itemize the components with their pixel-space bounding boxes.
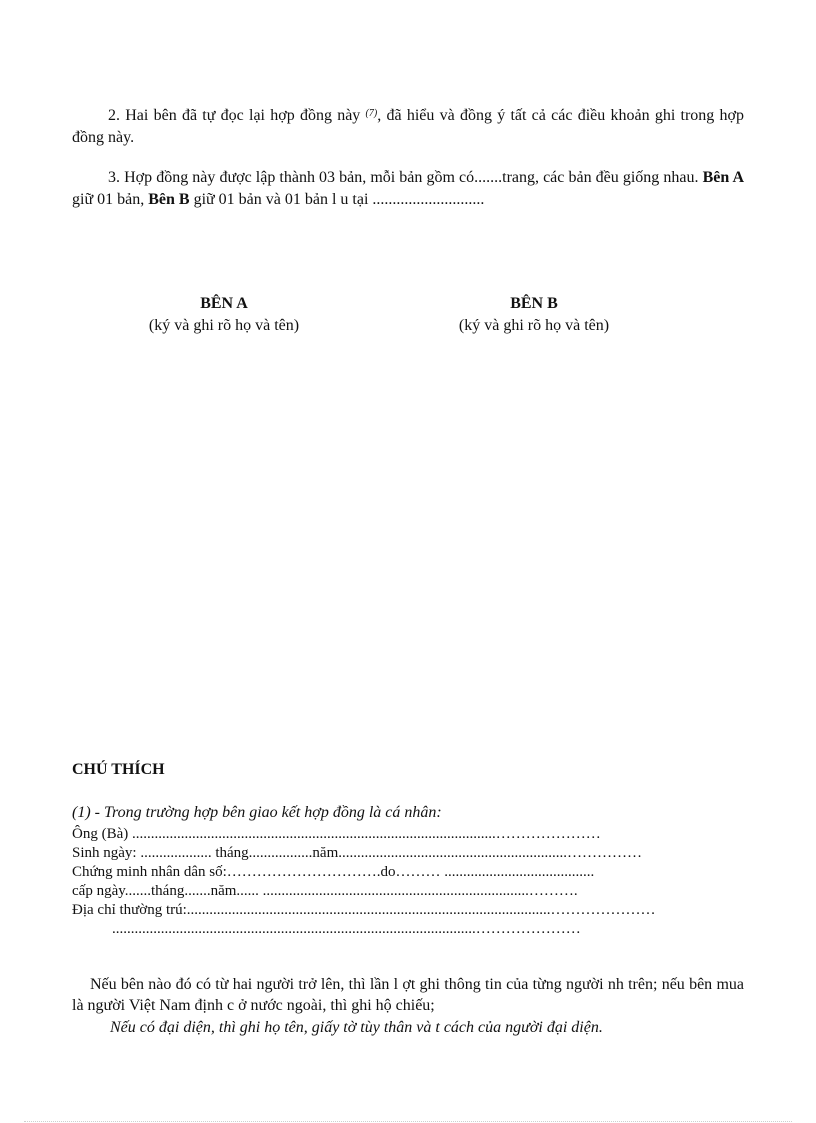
field-address-continued: .................................................................................................………………… bbox=[112, 921, 581, 937]
clause-2-text-end: , đã hiểu và đồng ý tất cả các điều khoản ghi trong hợp đồng này. bbox=[72, 107, 745, 146]
notes-title: CHÚ THÍCH bbox=[72, 761, 165, 778]
clause-3-party-b: Bên B bbox=[148, 191, 190, 208]
field-issue-date: cấp ngày.......tháng.......năm...... .......................................................................………. bbox=[72, 883, 578, 899]
note-multiple-persons: Nếu bên nào đó có từ hai người trở lên, thì lần l ợt ghi thông tin của từng người nh trên; nếu bên mua là người Việt Nam định c ở nước ngoài, thì ghi hộ chiếu; bbox=[72, 976, 744, 1014]
field-name: Ông (Bà) .................................................................................................………………… bbox=[72, 826, 601, 842]
page-bottom-divider bbox=[24, 1121, 792, 1122]
clause-3 bbox=[72, 167, 744, 211]
person-info-fields bbox=[72, 825, 656, 939]
party-a-sign-instruction: (ký và ghi rõ họ và tên) bbox=[148, 317, 300, 334]
field-birth-date: Sinh ngày: ................... tháng.................năm.............................................................…………… bbox=[72, 845, 642, 861]
clause-3-text: 3. Hợp đồng này được lập thành 03 bản, mỗi bản gồm có.......trang, các bản đều giống nhau. bbox=[108, 169, 703, 186]
party-b-sign-instruction: (ký và ghi rõ họ và tên) bbox=[458, 317, 610, 334]
footnote-ref-7: (7) bbox=[365, 108, 378, 119]
signature-block-b bbox=[414, 293, 654, 337]
footnote-1-heading: (1) - Trong trường hợp bên giao kết hợp đồng là cá nhân: bbox=[72, 804, 442, 821]
party-b-label: BÊN B bbox=[510, 295, 558, 312]
party-a-label: BÊN A bbox=[200, 295, 248, 312]
signature-block-a bbox=[104, 293, 344, 337]
field-id-number: Chứng minh nhân dân số:………………………….do……… ........................................ bbox=[72, 864, 595, 880]
clause-2-text: 2. Hai bên đã tự đọc lại hợp đồng này bbox=[108, 107, 366, 124]
clause-2 bbox=[72, 103, 744, 149]
clause-3-text-end: giữ 01 bản và 01 bản l u tại ............................ bbox=[189, 191, 485, 208]
clause-3-party-a: Bên A bbox=[702, 169, 745, 186]
note-representative: Nếu có đại diện, thì ghi họ tên, giấy tờ tùy thân và t cách của người đại diện. bbox=[110, 1019, 603, 1036]
field-permanent-address: Địa chỉ thường trú:.................................................................................................………………… bbox=[72, 902, 656, 918]
clause-3-text-mid: giữ 01 bản, bbox=[72, 191, 149, 208]
